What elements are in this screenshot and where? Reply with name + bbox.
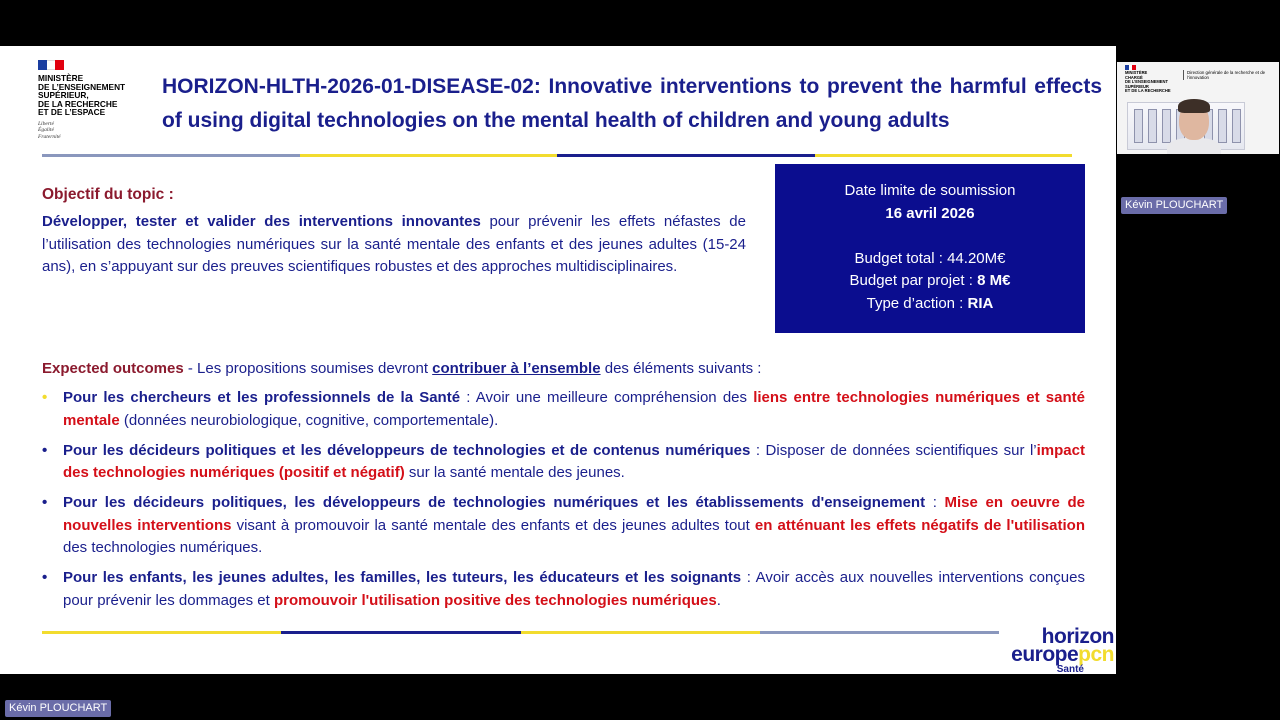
deadline-label: Date limite de soumission — [844, 182, 1016, 199]
highlight-text: promouvoir l'utilisation positive des technologies numériques — [273, 591, 717, 609]
outcome-text: : — [925, 494, 945, 511]
call-info-box — [775, 164, 1085, 333]
logo-europe: europe — [1011, 643, 1079, 666]
budget-project-label: Budget par projet : — [849, 272, 978, 289]
participant-video — [1171, 98, 1217, 154]
ministry-logo — [38, 60, 153, 140]
outcome-text: sur la santé mentale des jeunes. — [404, 464, 625, 481]
action-type-value: RIA — [967, 294, 994, 312]
objective-rest: pour prévenir les effets néfastes de l’utilisation des technologies numériques sur la santé mentale des enfants et des jeunes adultes (15-24 ans), en s’appuyant sur des preuves scientifiques robustes et des approches multidisciplinaires. — [42, 213, 746, 275]
webcam-ministry-line: CHARGÉ — [1125, 74, 1143, 80]
outcome-text: : Avoir une meilleure compréhension des — [460, 389, 754, 406]
outcome-item — [42, 440, 1085, 485]
outcome-text: . — [716, 591, 721, 609]
expected-underlined: contribuer à l’ensemble — [432, 360, 601, 377]
highlight-text: liens entre technologies numériques et santé mentale — [63, 389, 1085, 429]
budget-total: Budget total : 44.20M€ — [854, 249, 1006, 267]
ministry-line: DE L’ENSEIGNEMENT — [38, 81, 126, 92]
ministry-motto — [38, 121, 153, 140]
logo-pcn: pcn — [1078, 643, 1114, 666]
webcam-direction-text: Direction générale de la recherche et de l’innovation — [1183, 70, 1273, 80]
bullet-dot: • — [42, 441, 48, 459]
slide-title: HORIZON-HLTH-2026-01-DISEASE-02: Innovative interventions to prevent the harmful effects of using digital technologies on the mental health of children and young adults — [162, 75, 1102, 132]
outcome-text: des technologies numériques. — [63, 539, 263, 556]
bullet-dot: • — [42, 494, 48, 511]
audience-text: Pour les décideurs politiques et les développeurs de technologies et de contenus numériques — [63, 441, 751, 459]
logo-line — [996, 645, 1114, 664]
expected-text: - Les propositions soumises devront — [183, 360, 433, 377]
highlight-text: impact des technologies numériques (positif et négatif) — [63, 441, 1085, 481]
ministry-line: SUPÉRIEUR, — [38, 90, 89, 101]
objective-text — [42, 211, 746, 279]
motto-line: Fraternité — [38, 133, 61, 140]
bottom-divider — [42, 631, 999, 634]
active-speaker-name-tag: Kévin PLOUCHART — [5, 700, 111, 717]
deadline-value: 16 avril 2026 — [885, 204, 975, 222]
webcam-ministry-line: SUPÉRIEUR — [1125, 83, 1149, 89]
outcome-text: : Avoir accès aux nouvelles interventions conçues pour prévenir les dommages et — [63, 569, 1085, 609]
presentation-slide — [0, 46, 1116, 674]
ministry-line: DE LA RECHERCHE — [38, 98, 118, 109]
motto-line: Égalité — [38, 127, 54, 134]
expected-outcomes-label: Expected outcomes — [42, 360, 184, 377]
audience-text: Pour les chercheurs et les professionnels de la Santé — [63, 389, 461, 406]
outcome-item — [42, 387, 1085, 432]
bullet-dot: • — [42, 569, 48, 586]
ministry-line: ET DE L’ESPACE — [38, 107, 106, 118]
horizon-europe-pcn-logo — [996, 625, 1114, 674]
outcome-text: : Disposer de données scientifiques sur l’ — [750, 441, 1037, 459]
highlight-text: Mise en oeuvre de nouvelles interventions — [63, 494, 1085, 534]
french-flag-icon — [38, 60, 64, 70]
objective-bold: Développer, tester et valider des interventions innovantes — [42, 213, 481, 230]
expected-text: des éléments suivants : — [600, 360, 762, 377]
budget-project-value: 8 M€ — [977, 272, 1011, 289]
motto-line: Liberté — [38, 120, 54, 127]
outcome-text: (données neurobiologique, cognitive, comportementale). — [119, 411, 499, 429]
participant-name-tag: Kévin PLOUCHART — [1121, 197, 1227, 214]
ministry-line: MINISTÈRE — [38, 73, 84, 83]
webcam-ministry-logo — [1125, 65, 1171, 94]
webcam-ministry-line: MINISTÈRE — [1125, 70, 1148, 75]
webcam-ministry-line: DE L’ENSEIGNEMENT — [1125, 79, 1168, 84]
webcam-ministry-line: ET DE LA RECHERCHE — [1125, 88, 1171, 93]
outcome-text: visant à promouvoir la santé mentale des enfants et des jeunes adultes tout — [231, 516, 755, 534]
participant-video-tile[interactable] — [1117, 62, 1279, 154]
objective-label: Objectif du topic : — [42, 186, 174, 203]
outcome-item — [42, 492, 1085, 560]
expected-outcomes-intro — [42, 358, 1102, 380]
bullet-dot: • — [42, 389, 48, 406]
audience-text: Pour les enfants, les jeunes adultes, les familles, les tuteurs, les éducateurs et les soignants — [63, 569, 742, 586]
highlight-text: en atténuant les effets négatifs de l'utilisation — [754, 516, 1085, 534]
action-type-label: Type d’action : — [866, 294, 968, 312]
outcome-item — [42, 567, 1085, 612]
top-divider — [42, 154, 1072, 157]
outcomes-list — [42, 387, 1085, 620]
logo-line: horizon — [1041, 625, 1114, 648]
audience-text: Pour les décideurs politiques, les développeurs de technologies numériques et les établissements d'enseignement — [63, 494, 926, 511]
logo-line: Santé — [1056, 664, 1084, 674]
